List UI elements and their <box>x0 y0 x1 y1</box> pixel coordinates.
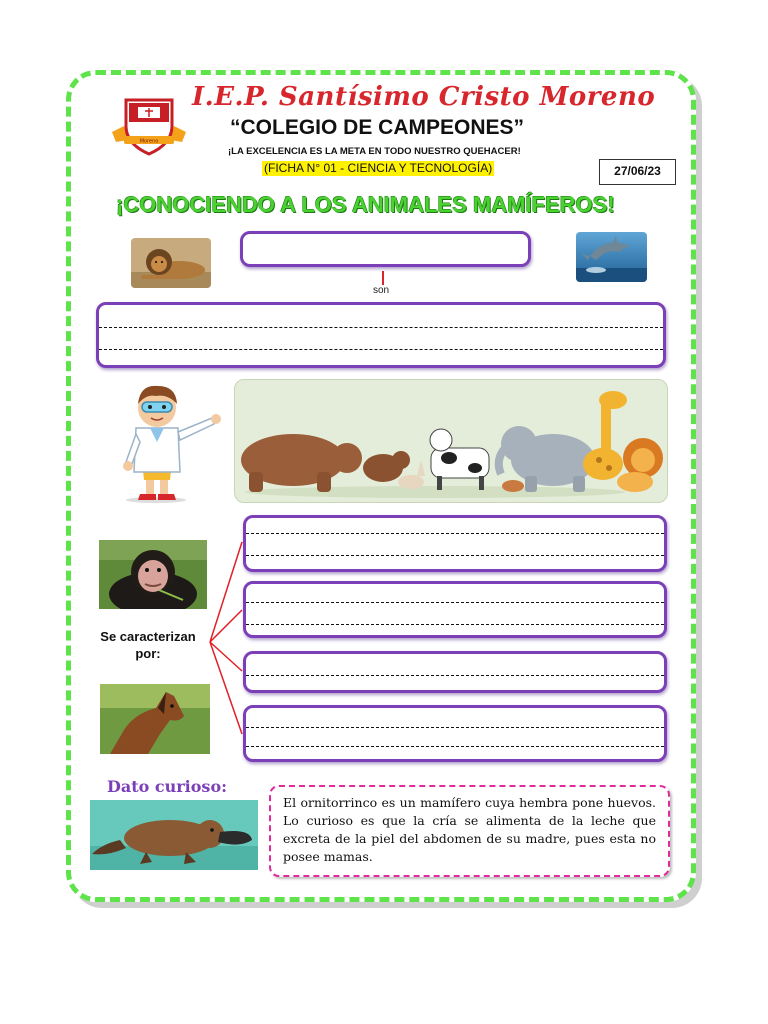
worksheet-title: ¡CONOCIENDO A LOS ANIMALES MAMÍFEROS! <box>116 192 615 217</box>
characteristic-box-3[interactable] <box>243 651 667 693</box>
horse-photo <box>100 684 210 754</box>
fun-fact-box <box>269 785 670 877</box>
connector-line <box>382 271 384 285</box>
definition-answer-box[interactable] <box>96 302 666 368</box>
characteristic-box-1[interactable] <box>243 515 667 572</box>
scientist-illustration <box>108 380 228 504</box>
fun-fact-title: Dato curioso: <box>107 777 228 796</box>
ficha-label: (FICHA N° 01 - CIENCIA Y TECNOLOGÍA) <box>264 161 493 175</box>
platypus-illustration <box>90 800 258 870</box>
tagline: ¡LA EXCELENCIA ES LA META EN TODO NUESTRO QUEHACER! <box>228 146 521 157</box>
school-logo-icon <box>110 92 188 158</box>
school-motto: “COLEGIO DE CAMPEONES” <box>230 116 525 139</box>
date-box: 27/06/23 <box>599 159 676 185</box>
characteristics-label-line2: por: <box>135 646 161 661</box>
logo-text: Moreno <box>139 138 159 145</box>
school-name: I.E.P. Santísimo Cristo Moreno <box>192 82 656 112</box>
writing-line <box>246 727 664 728</box>
writing-line <box>246 675 664 676</box>
writing-line <box>99 327 663 328</box>
mammals-group-illustration <box>234 379 668 503</box>
writing-line <box>246 746 664 747</box>
writing-line <box>246 555 664 556</box>
writing-line <box>99 349 663 350</box>
writing-line <box>246 624 664 625</box>
writing-line <box>246 602 664 603</box>
characteristics-label <box>84 628 212 662</box>
son-label: son <box>373 285 390 296</box>
lion-photo <box>131 238 211 288</box>
answer-box-mammals[interactable] <box>240 231 531 267</box>
writing-line <box>246 533 664 534</box>
characteristic-box-4[interactable] <box>243 705 667 762</box>
characteristics-label-line1: Se caracterizan <box>100 629 196 644</box>
chimpanzee-photo <box>99 540 207 609</box>
fun-fact-text: El ornitorrinco es un mamífero cuya hembra pone huevos. Lo curioso es que la cría se alimenta de la leche que excreta de la piel del abdomen de su madre, pues esta no posee mamas. <box>283 795 656 864</box>
dolphin-photo <box>576 232 647 282</box>
characteristic-box-2[interactable] <box>243 581 667 638</box>
